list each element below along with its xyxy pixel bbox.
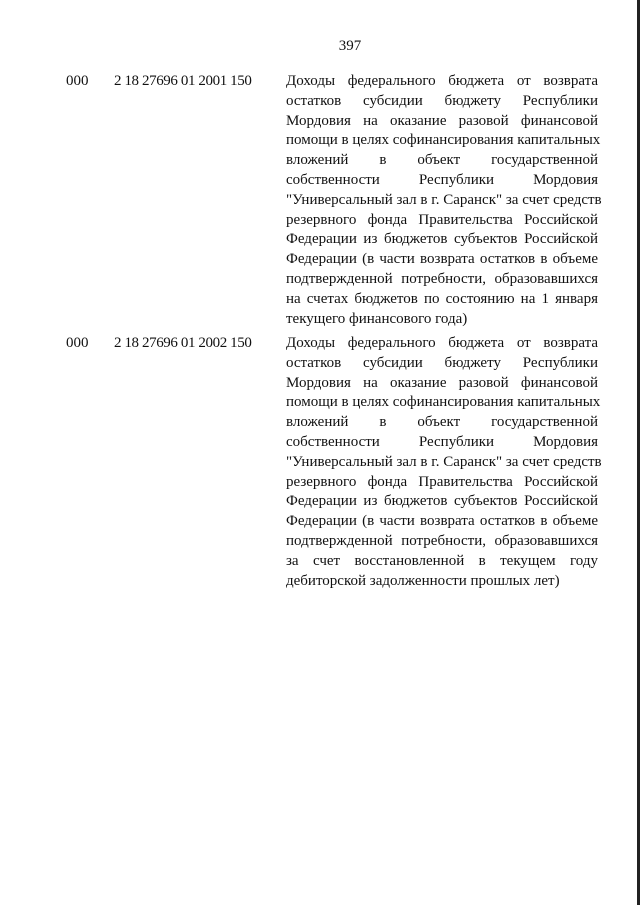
description-line: помощи в целях софинансирования капитальных [286,132,601,149]
description-line: Федерации (в части возврата остатков в объеме [286,513,598,530]
description-line: вложений в объект государственной [286,152,598,169]
description-line: подтвержденной потребности, образовавшихся [286,532,598,549]
description-line: собственности Республики Мордовия [286,171,598,188]
page-number: 397 [338,38,362,54]
description-line: остатков субсидии бюджету Республики [286,354,598,371]
admin-code: 000 [66,335,89,351]
description-line: Доходы федерального бюджета от возврата [286,335,598,351]
revenue-description [286,334,602,591]
description-line: остатков субсидии бюджету Республики [286,92,598,109]
description-line: собственности Республики Мордовия [286,433,598,450]
description-line: помощи в целях софинансирования капитальных [286,394,601,411]
description-line: резервного фонда Правительства Российской [286,473,598,490]
description-line: подтвержденной потребности, образовавшихся [286,270,598,287]
description-line: Мордовия на оказание разовой финансовой [286,374,598,391]
description-line: дебиторской задолженности прошлых лет) [286,572,560,589]
revenue-code: 2 18 27696 01 2001 150 [114,73,252,89]
description-line: вложений в объект государственной [286,414,598,431]
description-line: на счетах бюджетов по состоянию на 1 января [286,290,598,307]
description-line: "Универсальный зал в г. Саранск" за счет средств [286,191,602,208]
description-line: Федерации из бюджетов субъектов Российской [286,231,598,248]
description-line: текущего финансового года) [286,310,468,327]
description-line: Федерации из бюджетов субъектов Российской [286,493,598,510]
description-line: Доходы федерального бюджета от возврата [286,73,598,89]
description-line: резервного фонда Правительства Российской [286,211,598,228]
description-line: Федерации (в части возврата остатков в объеме [286,251,598,268]
description-line: Мордовия на оказание разовой финансовой [286,112,598,129]
revenue-code: 2 18 27696 01 2002 150 [114,335,252,351]
description-line: "Универсальный зал в г. Саранск" за счет средств [286,453,602,470]
admin-code: 000 [66,73,89,89]
revenue-description [286,72,602,329]
description-line: за счет восстановленной в текущем году [286,552,598,569]
